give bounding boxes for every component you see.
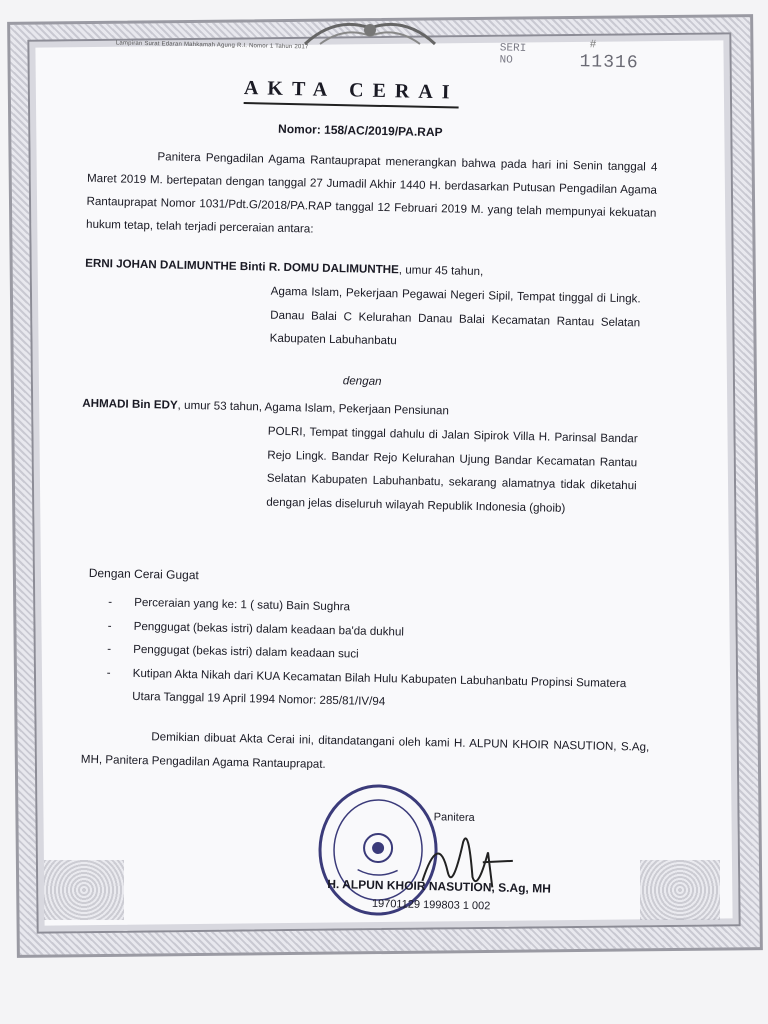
list-dash: - — [107, 618, 112, 632]
seri-label: SERI — [499, 42, 527, 55]
certificate-content — [41, 33, 710, 946]
list-dash: - — [106, 665, 111, 679]
list-item-text: Kutipan Akta Nikah dari KUA Kecamatan Bilah Hulu Kabupaten Labuhanbatu Propinsi Sumatera Utara Tanggal 19 April 1994 Nomor: 285/81/IV/94 — [132, 666, 627, 709]
document-number: Nomor: 158/AC/2019/PA.RAP — [277, 121, 443, 140]
seri-label-block — [499, 42, 526, 67]
list-item-text: Penggugat (bekas istri) dalam keadaan ba'da dukhul — [133, 619, 405, 639]
cerai-gugat-heading: Dengan Cerai Gugat — [88, 565, 199, 583]
party-1-detail: Agama Islam, Pekerjaan Pegawai Negeri Sipil, Tempat tinggal di Lingk. Danau Balai C Kelurahan Danau Balai Kecamatan Rantau Selatan Kabupaten Labuhanbatu — [269, 284, 641, 348]
intro-paragraph — [86, 144, 658, 248]
list-item — [106, 661, 647, 719]
hash-label: # — [589, 38, 597, 51]
list-item-text: Perceraian yang ke: 1 ( satu) Bain Sughra — [134, 595, 351, 614]
details-list — [106, 590, 648, 719]
dengan-connector: dengan — [342, 374, 382, 389]
list-item-text: Penggugat (bekas istri) dalam keadaan suci — [133, 642, 359, 661]
intro-text: Panitera Pengadilan Agama Rantauprapat menerangkan bahwa pada hari ini Senin tanggal 4 Maret 2019 M. bertepatan dengan tanggal 27 Jumadil Akhir 1440 H. berdasarkan Putusan Pengadilan Agama Rantauprapat Nomor 1031/Pdt.G/2018/PA.RAP tanggal 12 Februari 2019 M. yang telah mempunyai kekuatan hukum tetap, telah terjadi perceraian antara: — [85, 150, 658, 236]
party-2-detail: POLRI, Tempat tinggal dahulu di Jalan Sipirok Villa H. Parinsal Bandar Rejo Lingk. Bandar Rejo Kelurahan Ujung Bandar Kecamatan Rantau Selatan Kabupaten Labuhanbatu, sekarang alamatnya tidak diketahui dengan jelas diseluruh wilayah Republik Indonesia (ghoib) — [266, 424, 638, 515]
closing-text: Demikian dibuat Akta Cerai ini, ditandatangani oleh kami H. ALPUN KHOIR NASUTION, S.Ag, MH, Panitera Pengadilan Agama Rantauprapat. — [80, 730, 650, 771]
signer-name: H. ALPUN KHOIR NASUTION, S.Ag, MH — [327, 876, 551, 896]
document-title: AKTA CERAI — [244, 77, 459, 108]
no-label: NO — [499, 54, 513, 67]
party-1-age: , umur 45 tahun, — [398, 263, 484, 279]
party-2-name: AHMADI Bin EDY — [82, 396, 178, 412]
list-dash: - — [108, 595, 113, 609]
party-1-name: ERNI JOHAN DALIMUNTHE Binti R. DOMU DALIMUNTHE — [85, 256, 399, 277]
list-dash: - — [107, 642, 112, 656]
header-note: Lampiran Surat Edaran Mahkamah Agung R.I. Nomor 1 Tahun 2017 — [115, 40, 309, 51]
serial-number: 11316 — [579, 52, 639, 74]
panitera-label: Panitera — [433, 811, 475, 825]
closing-paragraph — [81, 724, 650, 783]
party-2-age: , umur 53 tahun, Agama Islam, Pekerjaan Pensiunan — [177, 398, 450, 418]
signer-nip: 19701129 199803 1 002 — [371, 897, 491, 913]
